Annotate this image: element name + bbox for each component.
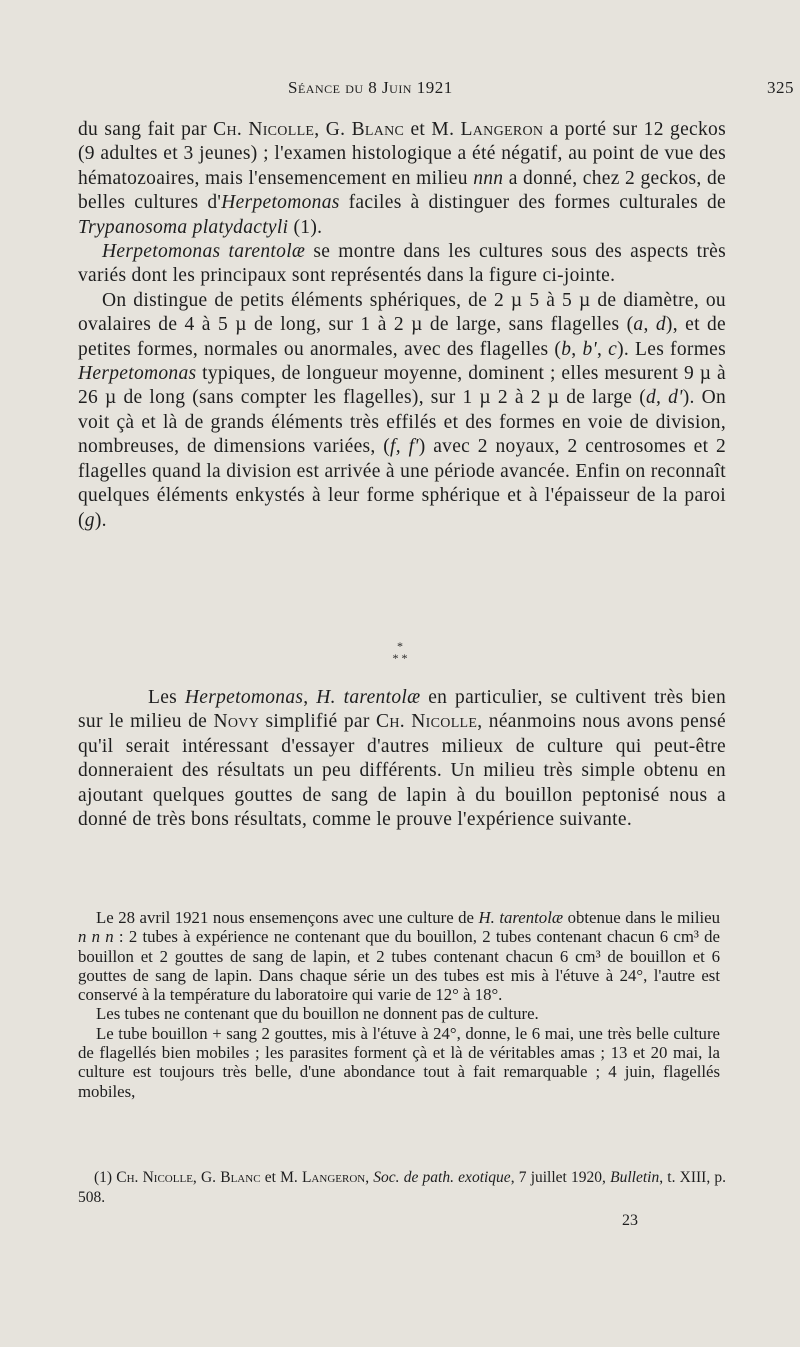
figure-ref: d, d' bbox=[646, 387, 683, 409]
section-break bbox=[300, 640, 500, 664]
genus-name: Herpetomonas bbox=[78, 363, 197, 385]
text-run: On distingue de petits éléments sphériques, de 2 µ 5 à 5 µ de diamètre, ou ovalaires de 4 à 5 µ de long, sur 1 à 2 µ de large, sans flagelles ( bbox=[78, 289, 726, 336]
author-name: Langeron bbox=[301, 1169, 366, 1186]
medium-name: nnn bbox=[473, 167, 504, 189]
text-run: , bbox=[571, 338, 583, 360]
paragraph-7: Le tube bouillon + sang 2 gouttes, mis à l'étuve à 24°, donne, le 6 mai, une très belle culture de flagellés bien mobiles ; les parasites forment çà et là de véritables amas ; 13 et 20 mai, la culture est toujours très belle, d'une abondance tout à fait remarquable ; 4 juin, flagellés mobiles, bbox=[78, 1023, 720, 1101]
text-run: , G. bbox=[192, 1169, 221, 1186]
species-name: Herpetomonas tarentolæ bbox=[102, 241, 306, 263]
text-run: et M. bbox=[404, 119, 461, 140]
footnote-1 bbox=[78, 1168, 726, 1208]
text-run: , bbox=[643, 314, 656, 336]
author-name: Blanc bbox=[351, 119, 405, 140]
text-run: ), et de petites formes, normales ou anormales, avec des flagelles ( bbox=[78, 314, 727, 360]
text-run: a porté sur 12 geckos (9 adultes et 3 jeunes) ; l'examen histologique a été négatif, au point de vue des hématozoaires, mais l'ensemencement en milieu bbox=[78, 119, 726, 189]
section-two-text bbox=[78, 686, 726, 832]
journal-name: Bulletin bbox=[610, 1169, 660, 1186]
text-run: (1). bbox=[288, 216, 323, 238]
figure-ref: g bbox=[84, 509, 95, 531]
main-text bbox=[78, 118, 726, 533]
paragraph-3 bbox=[78, 289, 726, 533]
text-run: se montre dans les cultures sous des aspects très variés dont les principaux sont représentés dans la figure ci-jointe. bbox=[78, 241, 726, 287]
paragraph-6: Les tubes ne contenant que du bouillon ne donnent pas de culture. bbox=[96, 1004, 539, 1024]
species-name: H. tarentolæ bbox=[316, 687, 421, 708]
genus-name: Herpetomonas bbox=[184, 687, 304, 708]
experiment-text bbox=[78, 908, 720, 1101]
text-run: typiques, de longueur moyenne, dominent ; elles mesurent 9 µ à 26 µ de long (sans compter les flagelles), sur 1 µ 2 à 2 µ de large ( bbox=[78, 363, 726, 409]
author-name: Langeron bbox=[460, 119, 544, 140]
text-run: et M. bbox=[260, 1169, 302, 1186]
text-run: obtenue dans le milieu bbox=[563, 908, 720, 927]
text-run: : 2 tubes à expérience ne contenant que du bouillon, 2 tubes contenant chacun 6 cm³ de bouillon et 2 gouttes de sang de lapin, et 2 tubes contenant chacun 6 cm³ de bouillon et 6 gouttes de sang de lapin. Dans chaque série un des tubes est mis à l'étuve à 24°, l'autre est conservé à la température du laboratoire qui varie de 12° à 18°. bbox=[78, 927, 721, 1005]
header-title: Séance du 8 Juin 1921 bbox=[288, 78, 453, 97]
running-header bbox=[78, 78, 794, 104]
species-name: H. tarentolæ bbox=[478, 908, 564, 927]
text-run: ). On voit çà et là de grands éléments très effilés et des formes en voie de division, nombreuses, de dimensions variées, ( bbox=[78, 387, 727, 458]
text-run: ). bbox=[94, 509, 107, 531]
text-run: , bbox=[303, 687, 317, 708]
footnote bbox=[78, 1168, 726, 1208]
signature-mark: 23 bbox=[622, 1212, 638, 1229]
author-name: Ch. Nicolle bbox=[213, 119, 315, 140]
figure-ref: b' bbox=[582, 338, 597, 360]
journal-name: Soc. de path. exotique bbox=[373, 1169, 511, 1186]
text-run: (1) bbox=[94, 1169, 117, 1186]
text-run: , G. bbox=[314, 119, 352, 140]
figure-ref: f, f' bbox=[390, 436, 419, 458]
text-run: Le 28 avril 1921 nous ensemençons avec une culture de bbox=[96, 908, 479, 927]
medium-name: n n n bbox=[78, 927, 114, 947]
page-number: 325 bbox=[767, 78, 794, 97]
figure-ref: a bbox=[633, 314, 644, 336]
text-run: , bbox=[365, 1169, 374, 1186]
genus-name: Herpetomonas bbox=[221, 192, 340, 214]
text-run: du sang fait par bbox=[78, 119, 214, 140]
text-run: , 7 juillet 1920, bbox=[510, 1169, 611, 1186]
paragraph-5 bbox=[78, 908, 720, 1004]
species-name: Trypanosoma platydactyli bbox=[78, 216, 289, 238]
figure-ref: c bbox=[608, 338, 618, 360]
paragraph-2 bbox=[78, 240, 726, 289]
author-name: Novy bbox=[213, 711, 260, 733]
text-run: en particulier, se cultivent très bien sur le milieu de bbox=[78, 687, 727, 733]
author-name: Ch. Nicolle bbox=[116, 1169, 193, 1186]
text-run: Les bbox=[148, 687, 185, 708]
asterism-top: * bbox=[397, 639, 403, 653]
asterism-bottom: * * bbox=[392, 651, 408, 665]
text-run: a donné, chez 2 geckos, de belles cultures d' bbox=[78, 167, 726, 214]
paragraph-4 bbox=[78, 686, 726, 832]
text-run: , bbox=[596, 338, 609, 360]
author-name: Ch. Nicolle bbox=[376, 711, 478, 733]
text-run: faciles à distinguer des formes culturales de bbox=[339, 192, 726, 214]
text-run: simplifié par bbox=[259, 711, 377, 733]
author-name: Blanc bbox=[220, 1169, 261, 1186]
text-run: ). Les formes bbox=[617, 338, 727, 360]
text-run: , t. XIII, p. 508. bbox=[78, 1169, 727, 1206]
text-run: ) avec 2 noyaux, 2 centrosomes et 2 flagelles quand la division est arrivée à une période avancée. Enfin on reconnaît quelques éléments enkystés à leur forme sphérique et à l'épaisseur de la paroi ( bbox=[78, 436, 726, 531]
text-run: , néanmoins nous avons pensé qu'il serait intéressant d'essayer d'autres milieux de culture qui peut-être donneraient des résultats un peu différents. Un milieu très simple obtenu en ajoutant quelques gouttes de sang de lapin à du bouillon peptonisé nous a donné de très bons résultats, comme le prouve l'expérience suivante. bbox=[78, 711, 726, 831]
paragraph-1 bbox=[78, 118, 726, 240]
figure-ref: b bbox=[561, 338, 572, 360]
figure-ref: d bbox=[655, 314, 666, 336]
